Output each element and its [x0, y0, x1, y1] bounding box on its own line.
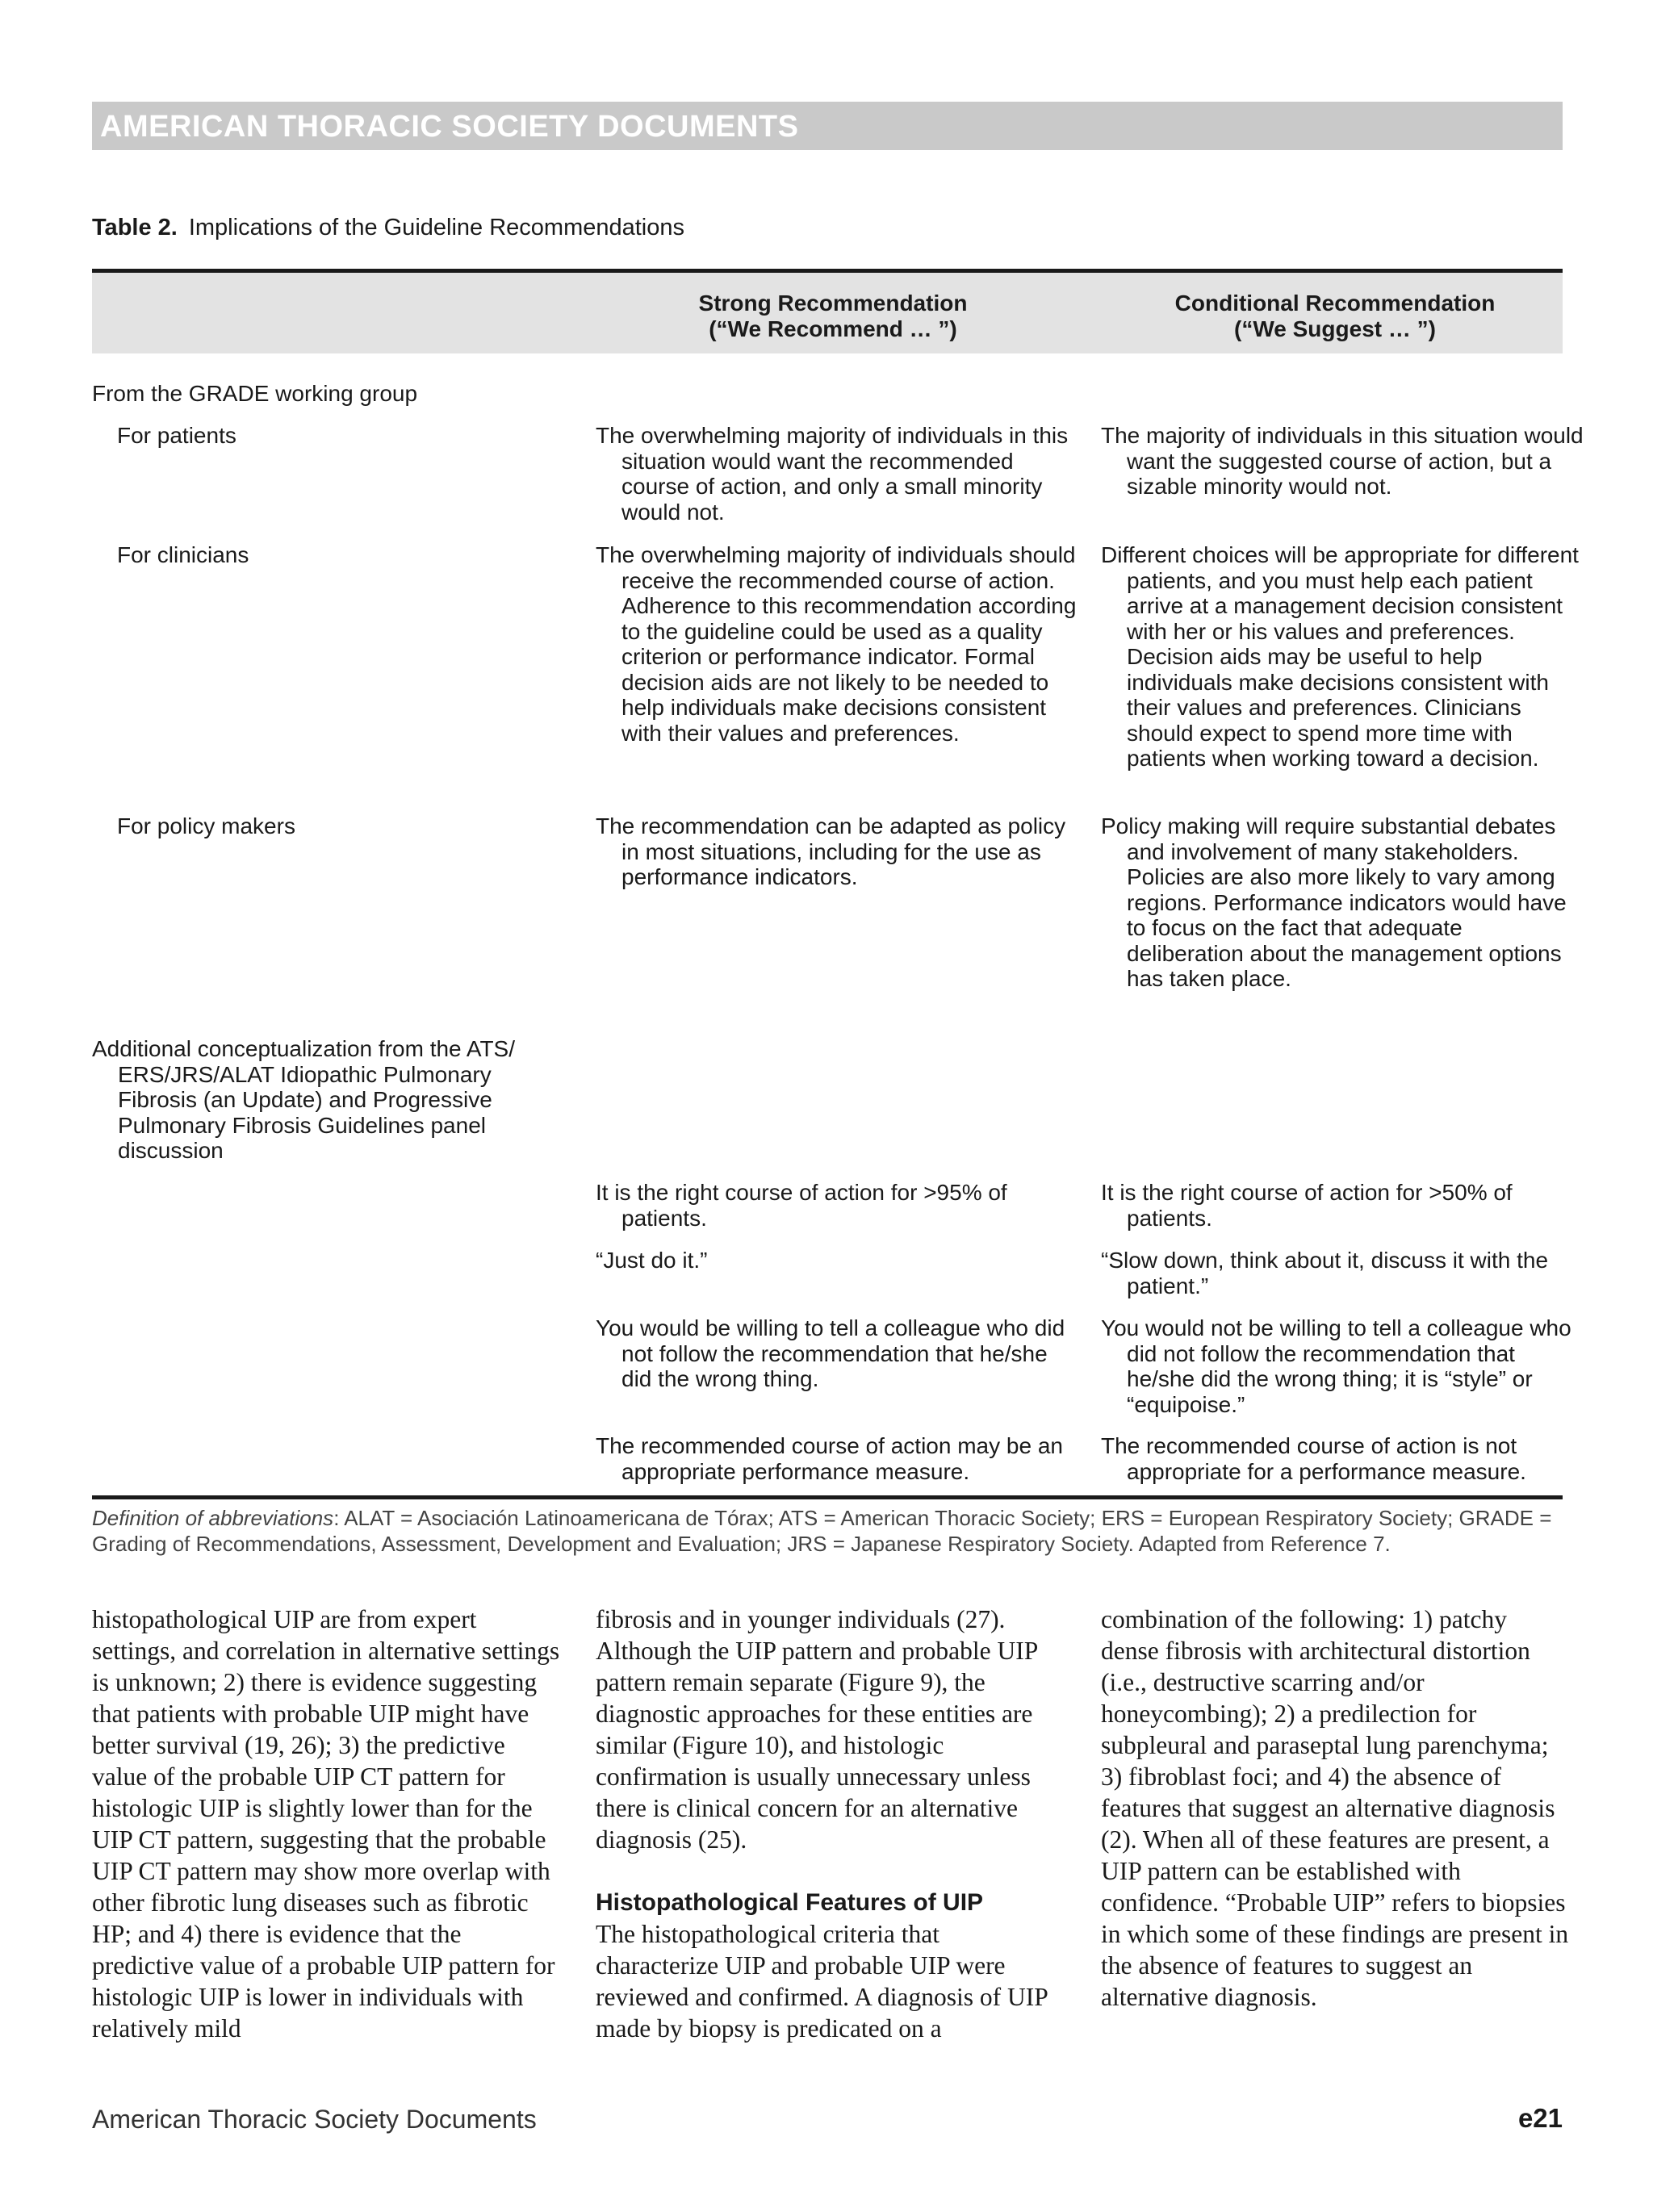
row-label-policy-makers: For policy makers	[117, 813, 295, 838]
table-title: Implications of the Guideline Recommendations	[188, 215, 684, 240]
column-header-conditional	[1085, 291, 1585, 342]
footnote-text: : ALAT = Asociación Latinoamericana de Tórax; ATS = American Thoracic Society; ERS = European Respiratory Society; GRADE = Grading of Recommendations, Assessment, Development and Evaluation; JRS = Japanese Respiratory Society. Adapted from Reference 7.	[92, 1506, 1552, 1556]
cell-extra2-conditional: “Slow down, think about it, discuss it with the patient.”	[1101, 1248, 1549, 1298]
cell-extra4-conditional: The recommended course of action is not appropriate for a performance measure.	[1101, 1433, 1526, 1484]
column-header-strong-line2: (“We Recommend … ”)	[709, 316, 957, 341]
table-caption	[92, 215, 684, 241]
section-banner: AMERICAN THORACIC SOCIETY DOCUMENTS	[92, 102, 1563, 150]
cell-extra1-conditional: It is the right course of action for >50% of patients.	[1101, 1180, 1513, 1231]
row-label-patients: For patients	[117, 423, 236, 448]
cell-extra3-strong: You would be willing to tell a colleague who did not follow the recommendation that he/she did the wrong thing.	[596, 1315, 1065, 1391]
section-label-additional: Additional conceptualization from the ATS/ ERS/JRS/ALAT Idiopathic Pulmonary Fibrosis (an Update) and Progressive Pulmonary Fibrosis Guidelines panel discussion	[92, 1036, 516, 1163]
column-header-conditional-line2: (“We Suggest … ”)	[1234, 316, 1436, 341]
cell-extra4-strong: The recommended course of action may be an appropriate performance measure.	[596, 1433, 1063, 1484]
footnote-label: Definition of abbreviations	[92, 1506, 334, 1530]
column-header-strong	[583, 291, 1083, 342]
cell-extra1-strong: It is the right course of action for >95% of patients.	[596, 1180, 1007, 1231]
cell-patients-strong: The overwhelming majority of individuals in this situation would want the recommended course of action, and only a small minority would not.	[596, 423, 1069, 525]
table-footnote	[92, 1506, 1563, 1557]
row-label-clinicians: For clinicians	[117, 542, 249, 567]
footer-page-number: e21	[1517, 2103, 1563, 2133]
body-column-2-paragraph-2: The histopathological criteria that characterize UIP and probable UIP were reviewed and confirmed. A diagnosis of UIP made by biopsy is predicated on a	[596, 1920, 1048, 2043]
cell-patients-conditional: The majority of individuals in this situation would want the suggested course of action, but a sizable minority would not.	[1101, 423, 1584, 499]
column-header-strong-line1: Strong Recommendation	[698, 291, 968, 316]
cell-policy-conditional: Policy making will require substantial debates and involvement of many stakeholders. Policies are also more likely to vary among regions. Performance indicators would have to focus on the fact that adequate deliberation about the management options has taken place.	[1101, 813, 1567, 991]
table-bottom-rule	[92, 1495, 1563, 1499]
body-column-2	[596, 1604, 1064, 2044]
body-column-2-paragraph: fibrosis and in younger individuals (27). Although the UIP pattern and probable UIP pattern remain separate (Figure 9), the diagnostic approaches for these entities are similar (Figure 10), and histologic confirmation is usually unnecessary unless there is clinical concern for an alternative diagnosis (25).	[596, 1605, 1038, 1854]
section-label-grade: From the GRADE working group	[92, 381, 418, 406]
cell-clinicians-conditional: Different choices will be appropriate for different patients, and you must help each patient arrive at a management decision consistent with her or his values and preferences. Decision aids may be useful to help individuals make decisions consistent with their values and preferences. Clinicians should expect to spend more time with patients when working toward a decision.	[1101, 542, 1579, 771]
section-heading: Histopathological Features of UIP	[596, 1889, 984, 1916]
body-column-1: histopathological UIP are from expert settings, and correlation in alternative settings is unknown; 2) there is evidence suggesting that patients with probable UIP might have better survival (19, 26); 3) the predictive value of the probable UIP CT pattern for histologic UIP is slightly lower than for the UIP CT pattern, suggesting that the probable UIP CT pattern may show more overlap with other fibrotic lung diseases such as fibrotic HP; and 4) there is evidence that the predictive value of a probable UIP pattern for histologic UIP is lower in individuals with relatively mild	[92, 1605, 560, 2043]
cell-clinicians-strong: The overwhelming majority of individuals should receive the recommended course of action. Adherence to this recommendation according to the guideline could be used as a quality criterion or performance indicator. Formal decision aids are not likely to be needed to help individuals make decisions consistent with their values and preferences.	[596, 542, 1077, 746]
cell-extra3-conditional: You would not be willing to tell a colleague who did not follow the recommendation that he/she did the wrong thing; it is “style” or “equipoise.”	[1101, 1315, 1571, 1417]
column-header-conditional-line1: Conditional Recommendation	[1174, 291, 1496, 316]
footer-journal: American Thoracic Society Documents	[92, 2105, 537, 2134]
table-label: Table 2.	[92, 215, 178, 240]
body-column-3: combination of the following: 1) patchy dense fibrosis with architectural distortion (i.e., destructive scarring and/or honeycombing); 2) a predilection for subpleural and paraseptal lung parenchyma; 3) fibroblast foci; and 4) the absence of features that suggest an alternative diagnosis (2). When all of these features are present, a UIP pattern can be established with confidence. “Probable UIP” refers to biopsies in which some of these findings are present in the absence of features to suggest an alternative diagnosis.	[1101, 1605, 1569, 2011]
cell-policy-strong: The recommendation can be adapted as policy in most situations, including for the use as performance indicators.	[596, 813, 1066, 889]
cell-extra2-strong: “Just do it.”	[596, 1248, 708, 1273]
table-header	[92, 273, 1563, 353]
